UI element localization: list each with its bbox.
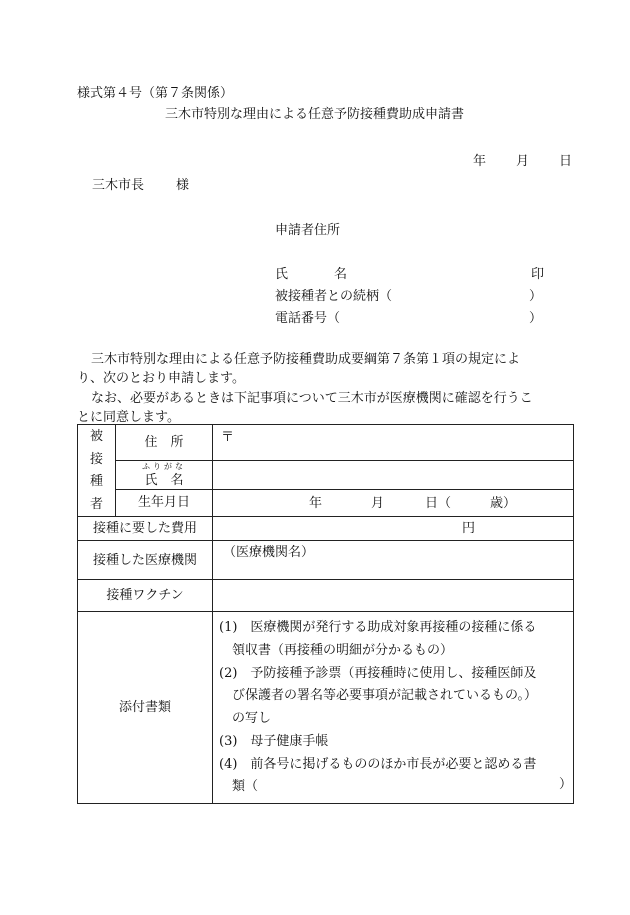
furigana-label: ふりがな [142, 462, 186, 472]
attachment-line-1: (1) 医療機関が発行する助成対象再接種の接種に係る [219, 620, 537, 635]
name-field[interactable] [213, 461, 574, 489]
address-label: 住 所 [116, 425, 213, 461]
form-title: 三木市特別な理由による任意予防接種費助成申請書 [165, 107, 465, 122]
relation-close: ） [529, 289, 543, 304]
applicant-name-label-2: 名 [334, 267, 348, 282]
attachments-label: 添付書類 [78, 612, 213, 804]
body-line-3: なお、必要があるときは下記事項について三木市が医療機関に確認を行うこ [91, 391, 533, 406]
attachment-line-3: (2) 予防接種予診票（再接種時に使用し、接種医師及 [219, 665, 537, 681]
birth-day: 日（ [425, 495, 452, 511]
phone-close: ） [529, 311, 543, 326]
birthdate-field[interactable] [213, 489, 574, 516]
cost-field[interactable] [213, 517, 574, 541]
institution-label: 接種した医療機関 [78, 541, 213, 580]
body-line-1: 三木市特別な理由による任意予防接種費助成要綱第７条第１項の規定によ [91, 352, 521, 367]
applicant-name-label-1: 氏 [275, 267, 289, 282]
vaccine-label: 接種ワクチン [78, 580, 213, 612]
vaccine-field[interactable] [213, 580, 574, 612]
birthdate-label: 生年月日 [116, 489, 213, 516]
attachment-line-2: 領収書（再接種の明細が分かるもの） [219, 642, 454, 658]
group-char-2: 接 [89, 451, 103, 467]
group-char-1: 被 [89, 428, 103, 444]
addressee-name: 三木市長 [92, 178, 145, 193]
name-cell [116, 461, 213, 489]
institution-field[interactable] [213, 541, 574, 580]
date-year-label: 年 [473, 154, 487, 169]
application-table [77, 424, 574, 804]
attachment-line-4: び保護者の署名等必要事項が記載されているもの。） [219, 688, 537, 704]
phone-label: 電話番号（ [275, 311, 341, 326]
applicant-address-label: 申請者住所 [275, 223, 341, 238]
birth-year: 年 [309, 495, 323, 511]
group-char-3: 種 [89, 474, 103, 490]
attachments-list [213, 612, 574, 804]
date-day-label: 日 [559, 154, 573, 169]
attachment-line-8 [219, 776, 573, 799]
form-number: 様式第４号（第７条関係） [77, 86, 234, 101]
institution-placeholder: （医療機関名） [223, 545, 315, 560]
address-field[interactable] [213, 425, 574, 461]
attachment-line-7: (4) 前各号に掲げるもののほか市長が必要と認める書 [219, 756, 537, 772]
seal-mark: 印 [531, 267, 545, 282]
birth-age: 歳） [490, 495, 517, 511]
postal-mark: 〒 [221, 430, 235, 445]
attachment-other-close: ） [559, 777, 573, 793]
name-label: 氏 名 [144, 473, 184, 489]
birth-month: 月 [371, 495, 385, 511]
recipient-group-label [78, 425, 116, 517]
relation-label: 被接種者との続柄（ [275, 289, 393, 304]
attachment-line-6: (3) 母子健康手帳 [219, 733, 329, 749]
attachment-other-label: 類（ [219, 779, 259, 795]
body-line-2: り、次のとおり申請します。 [77, 371, 245, 386]
addressee-honorific: 様 [176, 178, 190, 193]
date-month-label: 月 [516, 154, 530, 169]
attachment-line-5: の写し [219, 711, 272, 726]
body-line-4: とに同意します。 [77, 410, 180, 425]
cost-label: 接種に要した費用 [78, 517, 213, 541]
group-char-4: 者 [89, 497, 103, 513]
cost-unit: 円 [462, 521, 476, 536]
